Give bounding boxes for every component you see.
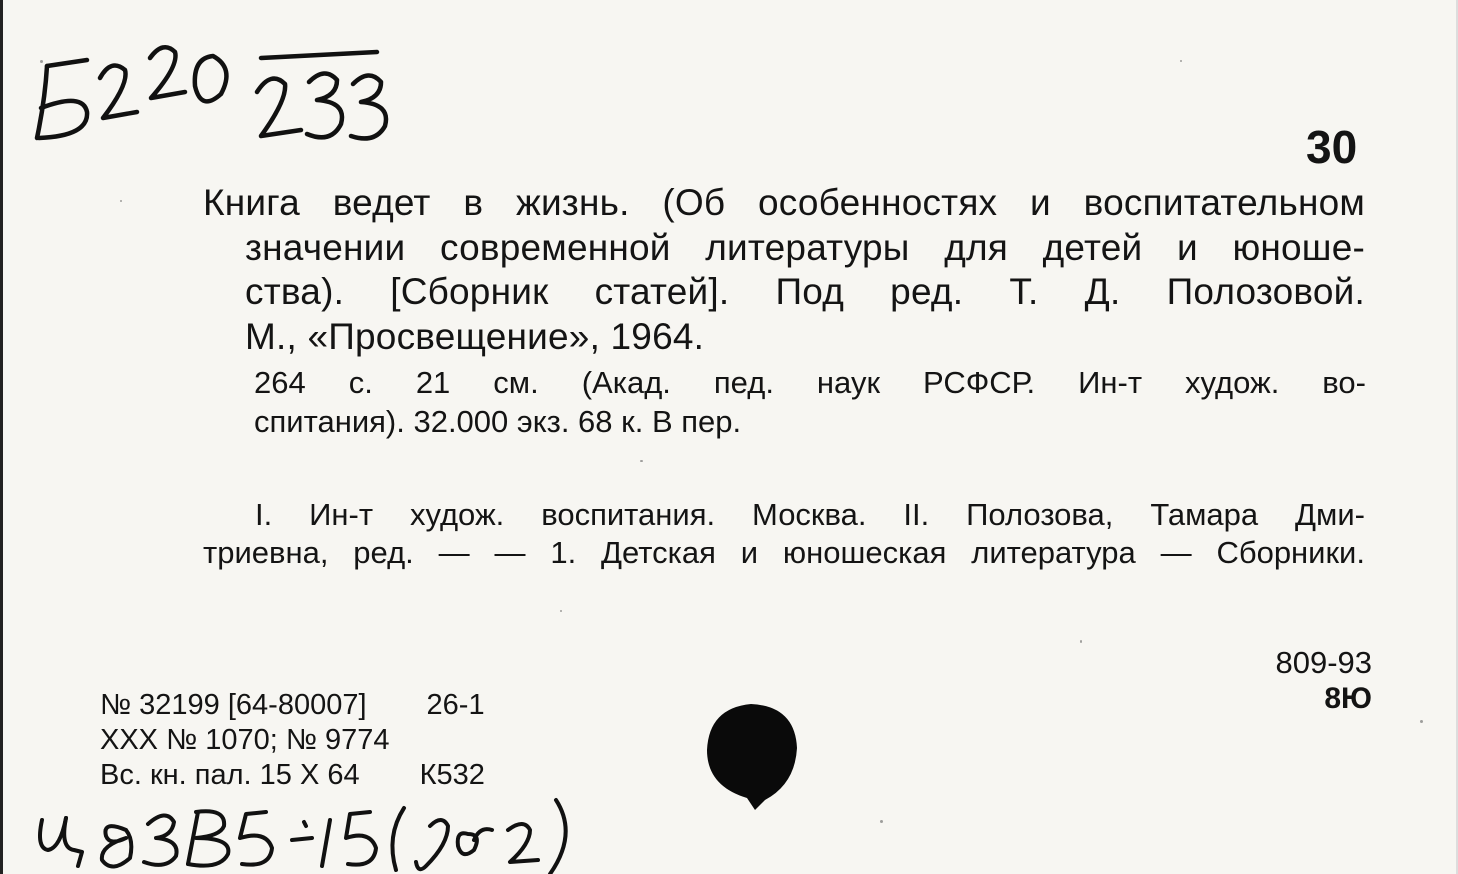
entry-imprint-line: М., «Просвещение», 1964. <box>245 315 705 357</box>
tracings <box>203 496 1365 572</box>
entry-title-line: значении современной литературы для детей и юноше- <box>245 226 1365 268</box>
classification-code: 809-93 <box>1275 645 1372 680</box>
publisher-line: XXX № 1070; № 9774 <box>100 724 390 756</box>
card-left-edge <box>0 0 3 874</box>
publisher-line <box>100 758 485 793</box>
dust-speck <box>640 460 643 462</box>
dust-speck <box>560 610 562 612</box>
handwritten-shelf-mark-top <box>25 40 395 145</box>
tracing-line: I. Ин-т худож. воспитания. Москва. II. Полозова, Тамара Дми- <box>255 497 1365 532</box>
tracing-line: триевна, ред. — — 1. Детская и юношеская литература — Сборники. <box>203 535 1365 570</box>
dust-speck <box>1080 640 1082 643</box>
collation <box>254 363 1366 441</box>
collation-line: 264 с. 21 см. (Акад. пед. наук РСФСР. Ин-т худож. во- <box>254 365 1366 400</box>
order-number: № 32199 [64-80007] <box>100 689 367 721</box>
card-code: К532 <box>419 759 485 791</box>
classification-code: 8Ю <box>1324 682 1372 715</box>
classification-codes <box>1260 645 1372 717</box>
chamber-note: Вс. кн. пал. 15 X 64 <box>100 759 360 791</box>
bibliographic-entry <box>203 181 1373 359</box>
publisher-info <box>100 688 485 793</box>
dust-speck <box>1420 720 1423 723</box>
entry-title-line: ства). [Сборник статей]. Под ред. Т. Д. Полозовой. <box>245 271 1365 312</box>
series-code: 26-1 <box>426 689 485 721</box>
dust-speck <box>880 820 883 823</box>
collation-line: спитания). 32.000 экз. 68 к. В пер. <box>254 404 742 439</box>
punch-hole <box>703 700 803 812</box>
handwritten-shelf-mark-bottom <box>30 790 590 874</box>
card-number: 30 <box>1306 121 1358 173</box>
dust-speck <box>40 60 43 63</box>
dust-speck <box>120 200 122 202</box>
entry-title-line: Книга ведет в жизнь. (Об особенностях и воспитательном <box>203 182 1365 223</box>
publisher-line <box>100 688 485 723</box>
dust-speck <box>1180 60 1182 62</box>
